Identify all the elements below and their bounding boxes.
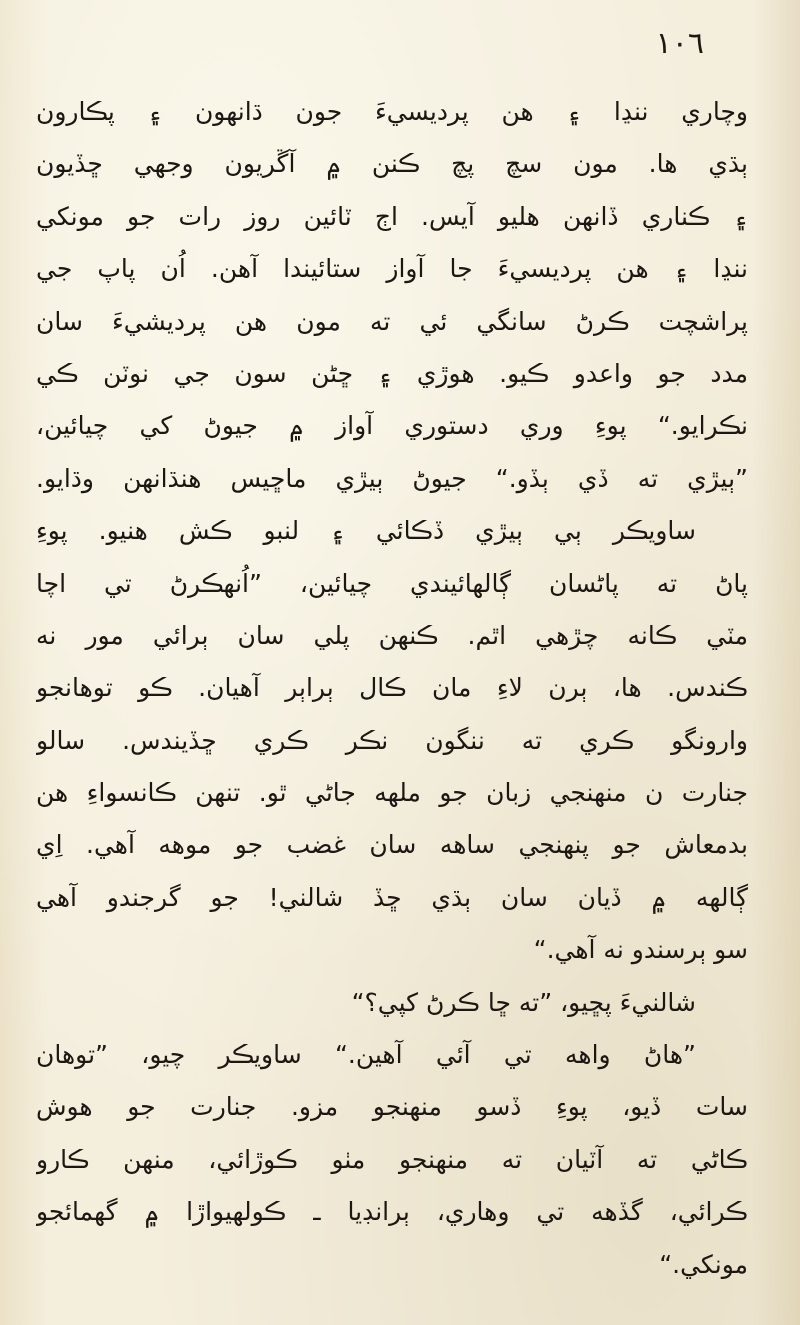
text-line-12: ڪندس. ها، ٻرن لاءِ مان ڪال ٻراٻر آهيان. ڪو توهانجو — [36, 673, 748, 703]
text-line-13: وارونگو ڪري ته ننگون نڪر ڪري ڇڏيندس. سالو — [36, 725, 748, 755]
text-line-21: ڪاڻي ته آٽيان ته منهنجو مٺو ڪوڙائي، منهن ڪارو — [36, 1144, 748, 1174]
text-line-3: ۽ ڪناري ڏانهن هليو آيس. اڄ ٽائين روز رات جو مونکي — [36, 201, 748, 231]
text-line-8: ”ٻيڙي ته ڏي ٻڏو.“ جيوڻ ٻيڙي ماڇيس هنڌانهن وڌايو. — [36, 463, 748, 493]
text-line-4: ننڍا ۽ هن پرديسيءَ جا آواز ستائيندا آهن. اُن پاپ جي — [36, 254, 748, 284]
text-line-17: سو ٻرسندو نه آهي.“ — [533, 935, 748, 965]
text-line-5: پراشچت ڪرڻ سانگي ئي ته مون هن پرديشيءَ سان — [36, 306, 748, 336]
page-body-text — [36, 86, 748, 1291]
text-line-23: مونکي.“ — [659, 1249, 748, 1279]
text-line-20: سات ڏيو، پوءِ ڏسو منهنجو مزو. جنارت جو هوش — [36, 1092, 748, 1122]
text-line-19: ”هاڻ واهه تي آئي آهين.“ ساويڪر چيو، ”توهان — [36, 1040, 696, 1070]
text-line-14: جنارت ن منهنجي زبان جو ملهه جاڻي ٿو. تنهن ڪانسواءِ هن — [36, 778, 748, 808]
text-line-2: ٻڌي ها. مون سچ پچ ڪنن ۾ آڱريون وجهي ڇڏيون — [36, 149, 748, 179]
text-line-1: وچاري ننڍا ۽ هن پرديسيءَ جون ڌانهون ۽ پڪارون — [36, 97, 748, 126]
text-line-11: مٽي ڪانه چڙهي اٿم. ڪنهن پلي سان ٻرائي مور نه — [36, 620, 748, 650]
text-line-16: ڳالهه ۾ ڏيان سان ٻڌي ڇڏ شالني! جو گرجندو آهي — [36, 882, 748, 912]
text-line-10: پاڻ ته پاڻسان ڳالهائيندي چيائين، ”اُنهڪرڻ تي اچا — [36, 568, 748, 598]
text-line-15: بدمعاش جو پنهنجي ساهه سان غضب جو موهه آهي. اِي — [36, 830, 748, 860]
text-line-18: شالنيءَ پڇيو، ”ته ڇا ڪرڻ کپي؟“ — [351, 987, 696, 1017]
text-line-7: نڪرايو.“ پوءِ وري دستوري آواز ۾ جيوڻ کي چيائين، — [36, 411, 748, 441]
text-line-6: مدد جو واعدو ڪيو. هوڙي ۽ ڇڻن سون جي نوٽن ڪي — [36, 358, 748, 388]
text-line-22: ڪرائي، گڏهه تي وهاري، ٻرانڊيا ـ ڪولهيواڙا ۾ گهمائجو — [36, 1197, 748, 1227]
page-number: ١٠٦ — [655, 26, 704, 61]
text-line-9: ساويڪر ٻي ٻيڙي ڏڪائي ۽ لنبو ڪش هنيو. پوءِ — [36, 516, 696, 546]
